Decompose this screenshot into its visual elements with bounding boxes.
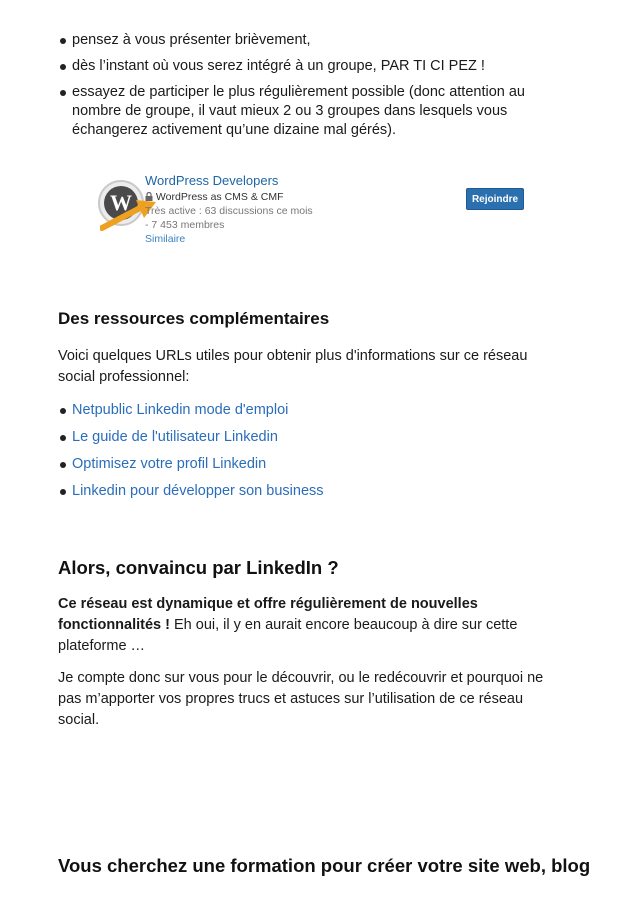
lock-icon <box>145 192 153 201</box>
list-item: dès l’instant où vous serez intégré à un groupe, PAR TI CI PEZ ! <box>72 57 572 76</box>
resource-link[interactable]: Linkedin pour développer son business <box>72 483 324 499</box>
list-item: pensez à vous présenter brièvement, <box>72 31 572 50</box>
similar-link[interactable]: Similaire <box>145 233 186 245</box>
bullet-icon <box>60 462 66 468</box>
group-activity: Très active : 63 discussions ce mois <box>145 205 313 217</box>
tips-list <box>72 31 572 147</box>
resource-link[interactable]: Le guide de l'utilisateur Linkedin <box>72 429 278 445</box>
bullet-icon <box>60 408 66 414</box>
list-item: essayez de participer le plus régulièrement possible (donc attention au nombre de groupe, il vaut mieux 2 ou 3 groupes dans lesquels vous échangerez activement qu’une dizaine mal gérés). <box>72 83 572 140</box>
resource-link[interactable]: Optimisez votre profil Linkedin <box>72 456 267 472</box>
bullet-icon <box>60 64 66 70</box>
resources-list <box>72 401 572 509</box>
group-subtitle: WordPress as CMS & CMF <box>145 191 284 203</box>
bullet-icon <box>60 90 66 96</box>
bullet-icon <box>60 38 66 44</box>
bullet-icon <box>60 489 66 495</box>
list-item <box>72 455 572 474</box>
resources-intro: Voici quelques URLs utiles pour obtenir plus d'informations sur ce réseau social professionnel: <box>58 348 528 385</box>
wordpress-logo-icon: W <box>98 180 144 226</box>
join-button[interactable]: Rejoindre <box>466 188 524 210</box>
conclusion-paragraph-1: Ce réseau est dynamique et offre régulièrement de nouvelles fonctionnalités ! Eh oui, il y en aurait encore beaucoup à dire sur cette plateforme … <box>58 596 518 654</box>
group-title[interactable]: WordPress Developers <box>145 173 279 188</box>
list-item <box>72 428 572 447</box>
bullet-icon <box>60 435 66 441</box>
resource-link[interactable]: Netpublic Linkedin mode d'emploi <box>72 402 289 418</box>
list-item <box>72 482 572 501</box>
conclusion-heading: Alors, convaincu par LinkedIn ? <box>58 557 339 578</box>
list-item <box>72 401 572 420</box>
group-screenshot <box>92 166 532 250</box>
conclusion-paragraph-2: Je compte donc sur vous pour le découvrir, ou le redécouvrir et pourquoi ne pas m’apporter vos propres trucs et astuces sur l’utilisation de ce réseau social. <box>58 670 544 728</box>
group-members: - 7 453 membres <box>145 219 225 231</box>
resources-heading: Des ressources complémentaires <box>58 309 330 328</box>
next-section-heading: Vous cherchez une formation pour créer votre site web, blog <box>58 855 591 876</box>
